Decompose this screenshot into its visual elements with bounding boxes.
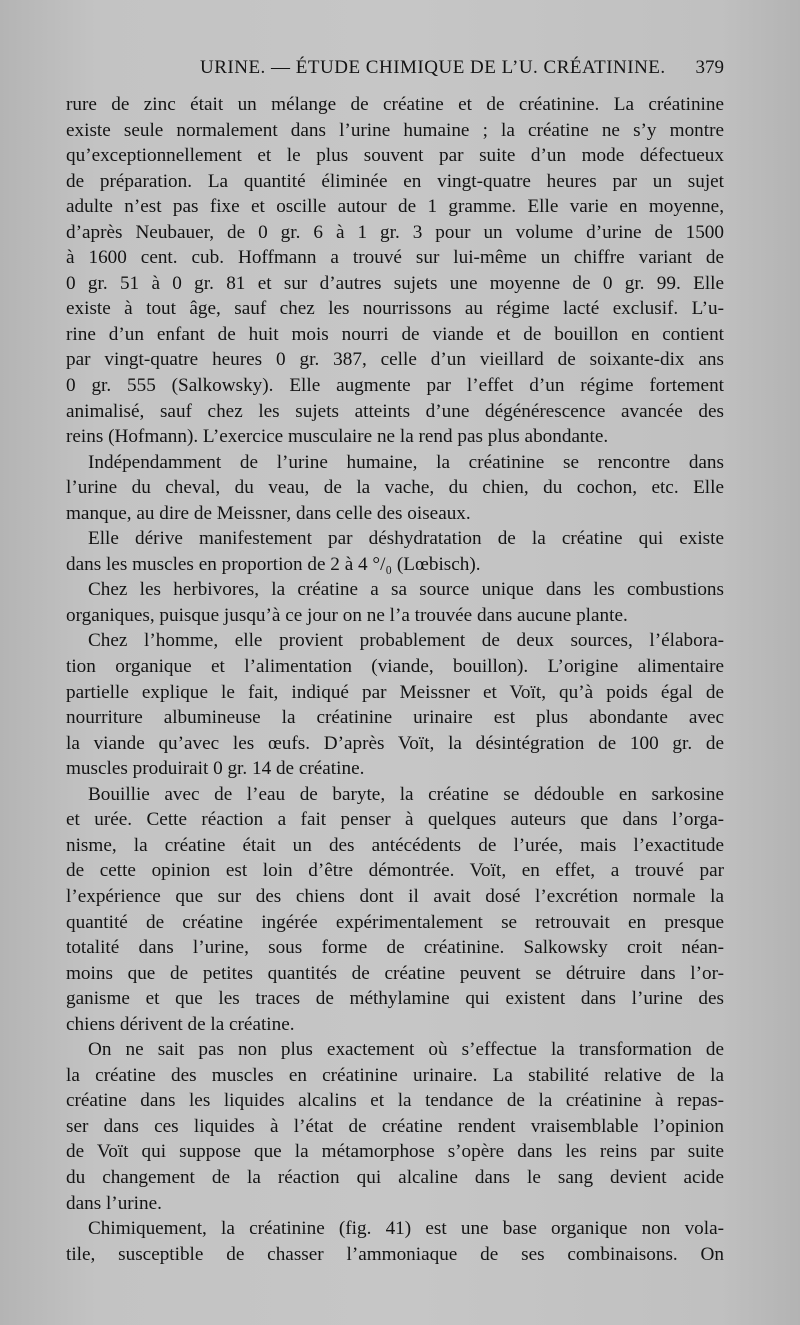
- text-line: nourriture albumineuse la créatinine urinaire est plus abondante avec: [66, 707, 724, 729]
- text-line: totalité dans l’urine, sous forme de créatinine. Salkowsky croit néan-: [66, 937, 724, 959]
- text-line: de cette opinion est loin d’être démontrée. Voït, en effet, a trouvé par: [66, 860, 724, 882]
- body-text: [66, 92, 724, 1267]
- text-line: l’expérience que sur des chiens dont il avait dosé l’excrétion normale la: [66, 885, 724, 907]
- text-line: tion organique et l’alimentation (viande, bouillon). L’origine alimentaire: [66, 656, 724, 678]
- text-line: dans l’urine.: [66, 1192, 162, 1214]
- text-line: dans les muscles en proportion de 2 à 4 °/₀ (Lœbisch).: [66, 553, 481, 575]
- text-line: Chimiquement, la créatinine (fig. 41) est une base organique non vola-: [88, 1218, 724, 1240]
- text-line: manque, au dire de Meissner, dans celle des oiseaux.: [66, 502, 471, 524]
- text-line: On ne sait pas non plus exactement où s’effectue la transformation de: [88, 1039, 724, 1061]
- text-line: adulte n’est pas fixe et oscille autour de 1 gramme. Elle varie en moyenne,: [66, 196, 724, 218]
- text-line: ganisme et que les traces de méthylamine qui existent dans l’urine des: [66, 988, 724, 1010]
- text-line: chiens dérivent de la créatine.: [66, 1013, 295, 1035]
- text-line: moins que de petites quantités de créatine peuvent se détruire dans l’or-: [66, 962, 724, 984]
- text-line: d’après Neubauer, de 0 gr. 6 à 1 gr. 3 pour un volume d’urine de 1500: [66, 221, 724, 243]
- text-line: partielle explique le fait, indiqué par Meissner et Voït, qu’à poids égal de: [66, 681, 724, 703]
- text-line: quantité de créatine ingérée expérimentalement se retrouvait en presque: [66, 911, 724, 933]
- text-line: rine d’un enfant de huit mois nourri de viande et de bouillon en contient: [66, 323, 724, 345]
- text-line: existe à tout âge, sauf chez les nourrissons au régime lacté exclusif. L’u-: [66, 298, 724, 320]
- text-line: de Voït qui suppose que la métamorphose s’opère dans les reins par suite: [66, 1141, 724, 1163]
- text-line: à 1600 cent. cub. Hoffmann a trouvé sur lui-même un chiffre variant de: [66, 247, 724, 269]
- text-line: nisme, la créatine était un des antécédents de l’urée, mais l’exactitude: [66, 834, 724, 856]
- text-line: animalisé, sauf chez les sujets atteints d’une dégénérescence avancée des: [66, 400, 724, 422]
- text-line: tile, susceptible de chasser l’ammoniaque de ses combinaisons. On: [66, 1243, 724, 1265]
- text-line: du changement de la réaction qui alcaline dans le sang devient acide: [66, 1166, 724, 1188]
- text-line: 0 gr. 51 à 0 gr. 81 et sur d’autres sujets une moyenne de 0 gr. 99. Elle: [66, 272, 724, 294]
- text-line: existe seule normalement dans l’urine humaine ; la créatine ne s’y montre: [66, 119, 724, 141]
- text-line: la créatine des muscles en créatinine urinaire. La stabilité relative de la: [66, 1064, 724, 1086]
- text-line: Elle dérive manifestement par déshydratation de la créatine qui existe: [88, 528, 724, 550]
- text-line: créatine dans les liquides alcalins et la tendance de la créatinine à repas-: [66, 1090, 724, 1112]
- text-line: reins (Hofmann). L’exercice musculaire ne la rend pas plus abondante.: [66, 426, 609, 448]
- text-line: et urée. Cette réaction a fait penser à quelques auteurs que dans l’orga-: [66, 809, 724, 831]
- text-line: rure de zinc était un mélange de créatine et de créatinine. La créatinine: [66, 94, 724, 115]
- page-number: 379: [695, 57, 724, 78]
- text-line: 0 gr. 555 (Salkowsky). Elle augmente par l’effet d’un régime fortement: [66, 375, 724, 397]
- text-line: organiques, puisque jusqu’à ce jour on ne l’a trouvée dans aucune plante.: [66, 604, 628, 626]
- text-line: Chez l’homme, elle provient probablement de deux sources, l’élabora-: [88, 630, 724, 652]
- text-line: par vingt-quatre heures 0 gr. 387, celle d’un vieillard de soixante-dix ans: [66, 349, 724, 371]
- text-line: Indépendamment de l’urine humaine, la créatinine se rencontre dans: [88, 451, 724, 473]
- text-line: ser dans ces liquides à l’état de créatine rendent vraisemblable l’opinion: [66, 1115, 724, 1137]
- text-line: l’urine du cheval, du veau, de la vache, du chien, du cochon, etc. Elle: [66, 477, 724, 499]
- text-line: la viande qu’avec les œufs. D’après Voït, la désintégration de 100 gr. de: [66, 732, 724, 754]
- text-line: Bouillie avec de l’eau de baryte, la créatine se dédouble en sarkosine: [88, 783, 724, 805]
- running-header: [66, 57, 724, 83]
- text-line: muscles produirait 0 gr. 14 de créatine.: [66, 758, 365, 780]
- running-title: URINE. — ÉTUDE CHIMIQUE DE L’U. CRÉATININE.: [200, 57, 666, 78]
- text-line: de préparation. La quantité éliminée en vingt-quatre heures par un sujet: [66, 170, 724, 192]
- text-line: qu’exceptionnellement et le plus souvent par suite d’un mode défectueux: [66, 145, 724, 167]
- text-line: Chez les herbivores, la créatine a sa source unique dans les combustions: [88, 579, 724, 601]
